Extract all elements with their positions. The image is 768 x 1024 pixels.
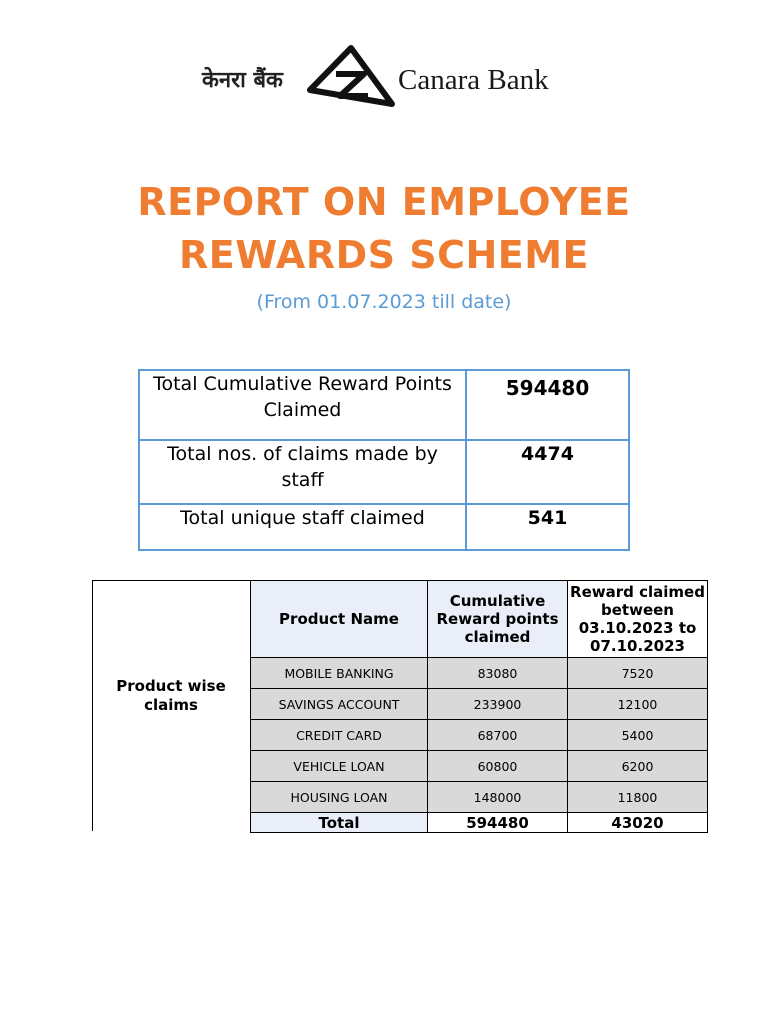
table-row [251,658,708,689]
period-cell: 11800 [568,782,708,813]
total-label: Total [251,813,428,833]
product-name-cell: CREDIT CARD [251,720,428,751]
cumulative-cell: 68700 [428,720,568,751]
cumulative-cell: 148000 [428,782,568,813]
product-table-header-row [251,581,708,658]
canara-bank-emblem-icon [306,44,396,112]
cumulative-cell: 233900 [428,689,568,720]
product-name-cell: SAVINGS ACCOUNT [251,689,428,720]
table-row [251,751,708,782]
product-wise-label: Product wise claims [116,677,226,714]
summary-row [139,370,629,440]
report-title [0,176,768,282]
total-cumulative: 594480 [428,813,568,833]
summary-row [139,504,629,550]
period-cell: 6200 [568,751,708,782]
total-period: 43020 [568,813,708,833]
summary-table [138,369,630,551]
summary-label: Total Cumulative Reward Points Claimed [139,370,466,440]
summary-label: Total unique staff claimed [139,504,466,550]
cumulative-cell: 60800 [428,751,568,782]
period-cell: 5400 [568,720,708,751]
table-row [251,720,708,751]
canara-bank-logo [200,44,570,112]
product-name-cell: MOBILE BANKING [251,658,428,689]
table-row [251,782,708,813]
summary-value: 541 [466,504,629,550]
report-subtitle: (From 01.07.2023 till date) [256,291,512,313]
summary-value: 594480 [466,370,629,440]
logo-hindi-text: केनरा बैंक [202,68,283,93]
summary-row [139,440,629,504]
report-title-line2: REWARDS SCHEME [178,233,590,277]
product-name-cell: HOUSING LOAN [251,782,428,813]
column-header-period: Reward claimed between 03.10.2023 to 07.10.2023 [568,581,708,658]
report-title-line1: REPORT ON EMPLOYEE [137,180,631,224]
table-row [251,689,708,720]
period-cell: 7520 [568,658,708,689]
summary-label: Total nos. of claims made by staff [139,440,466,504]
column-header-cumulative: Cumulative Reward points claimed [428,581,568,658]
column-header-product-name: Product Name [251,581,428,658]
period-cell: 12100 [568,689,708,720]
total-row [251,813,708,833]
logo-english-text: Canara Bank [398,64,549,96]
product-name-cell: VEHICLE LOAN [251,751,428,782]
cumulative-cell: 83080 [428,658,568,689]
product-claims-table [250,580,708,833]
summary-value: 4474 [466,440,629,504]
